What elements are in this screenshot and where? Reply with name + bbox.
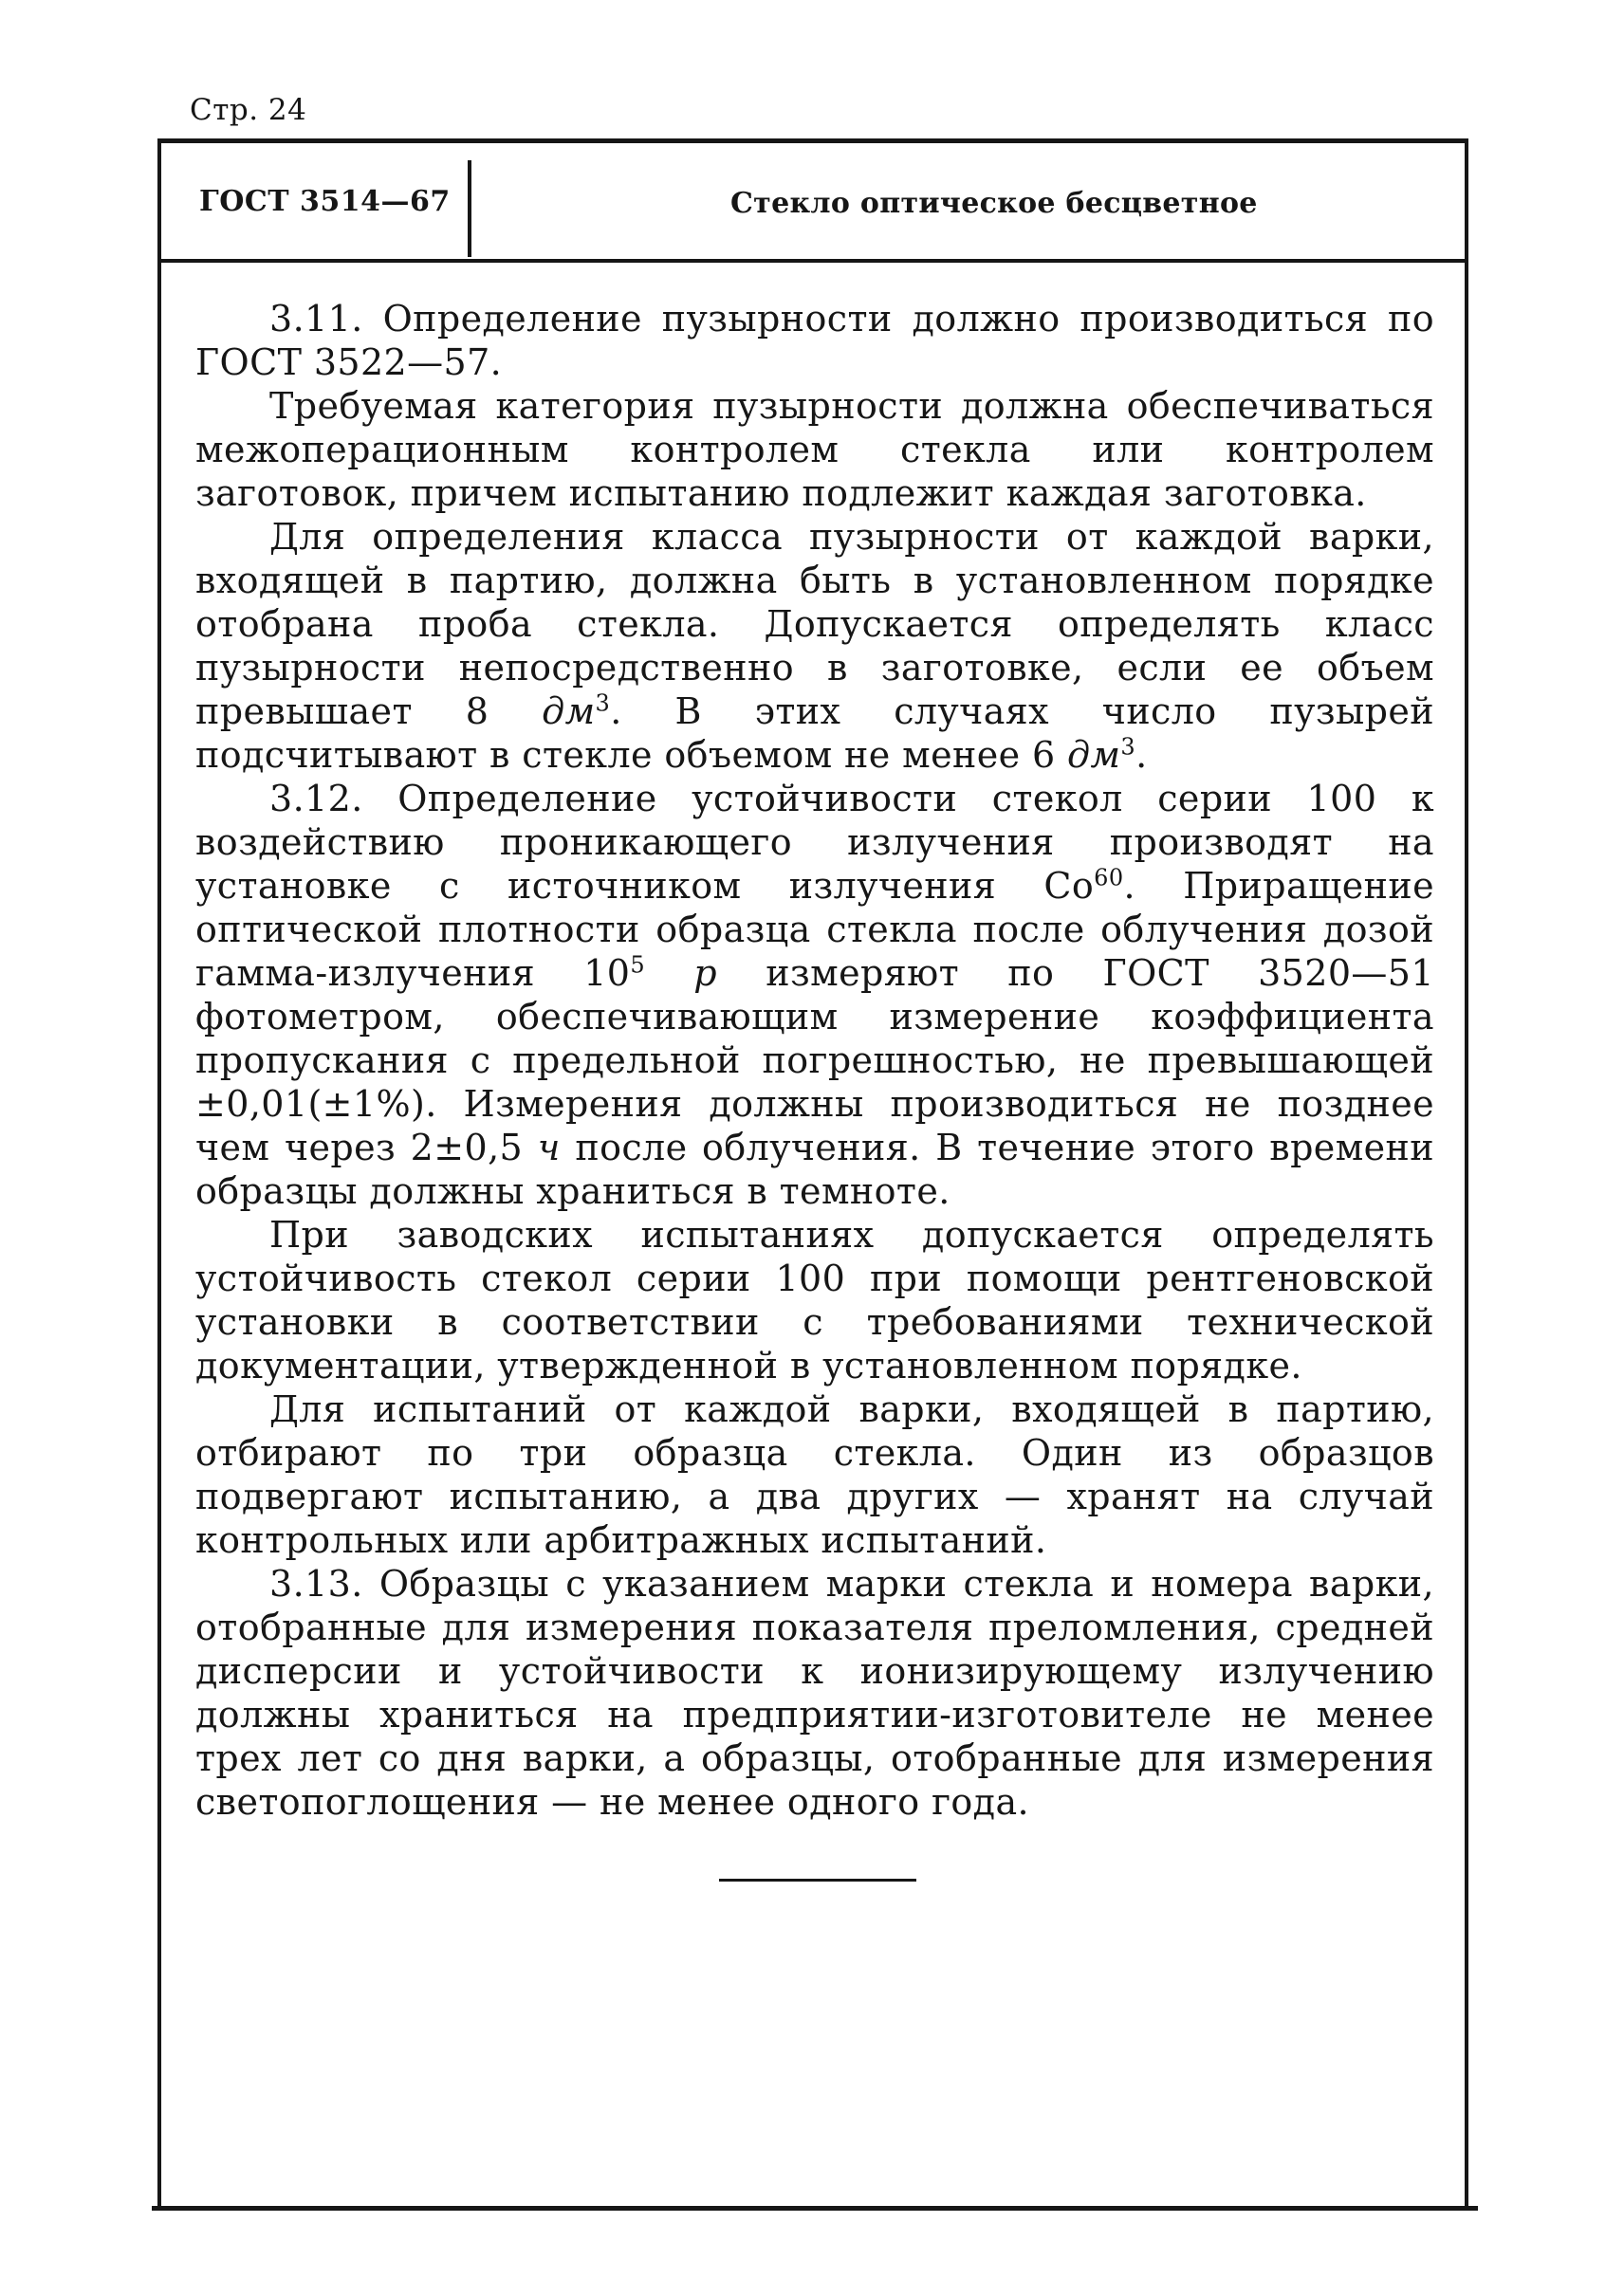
page-frame <box>157 138 1468 2210</box>
paragraph-3-12: 3.12. Определение устойчивости стекол серии 100 к воздействию проникающего излучения производят на установке с источником излучения Co$^{60}$. Приращение оптической плотности образца стекла после облучения дозой гамма-излучения $10^5$ р измеряют по ГОСТ 3520—51 фотометром, обеспечивающим измерение коэффициента пропускания с предельной погрешностью, не превышающей ±0,01(±1%). Измерения должны производиться не позднее чем через 2±0,5 ч после облучения. В течение этого времени образцы должны храниться в темноте. <box>195 778 1434 1212</box>
document-title: Стекло оптическое бесцветное <box>730 187 1258 220</box>
page-frame-bottom <box>152 2206 1478 2211</box>
paragraph-3-13: 3.13. Образцы с указанием марки стекла и номера варки, отобранные для измерения показателя преломления, средней дисперсии и устойчивости к ионизирующему излучению должны храниться на предприятии-изготовителе не менее трех лет со дня варки, а образцы, отобранные для измерения светопоглощения — не менее одного года. <box>195 1563 1434 1823</box>
paragraph-factory-tests: При заводских испытаниях допускается определять устойчивость стекол серии 100 при помощи рентгеновской установки в соответствии с требованиями технической документации, утвержденной в установленном порядке. <box>195 1214 1434 1387</box>
page-number: Стр. 24 <box>190 93 307 127</box>
header <box>161 143 1465 257</box>
paragraph-bubble-category: Требуемая категория пузырности должна обеспечиваться межоперационным контролем стекла или контролем заготовок, причем испытанию подлежит каждая заготовка. <box>195 385 1434 514</box>
body-text <box>195 297 1434 1824</box>
header-rule <box>161 259 1465 263</box>
end-rule <box>719 1879 916 1882</box>
header-divider <box>468 160 471 257</box>
standard-number: ГОСТ 3514—67 <box>199 185 451 218</box>
paragraph-test-samples: Для испытаний от каждой варки, входящей в партию, отбирают по три образца стекла. Один из образцов подвергают испытанию, а два других — хранят на случай контрольных или арбитражных испытаний. <box>195 1388 1434 1561</box>
paragraph-bubble-class: Для определения класса пузырности от каждой варки, входящей в партию, должна быть в установленном порядке отобрана проба стекла. Допускается определять класс пузырности непосредственно в заготовке, если ее объем превышает 8 $дм^3$. В этих случаях число пузырей подсчитывают в стекле объемом не менее 6 $дм^3$. <box>195 516 1434 776</box>
paragraph-3-11: 3.11. Определение пузырности должно производиться по ГОСТ 3522—57. <box>195 298 1434 383</box>
